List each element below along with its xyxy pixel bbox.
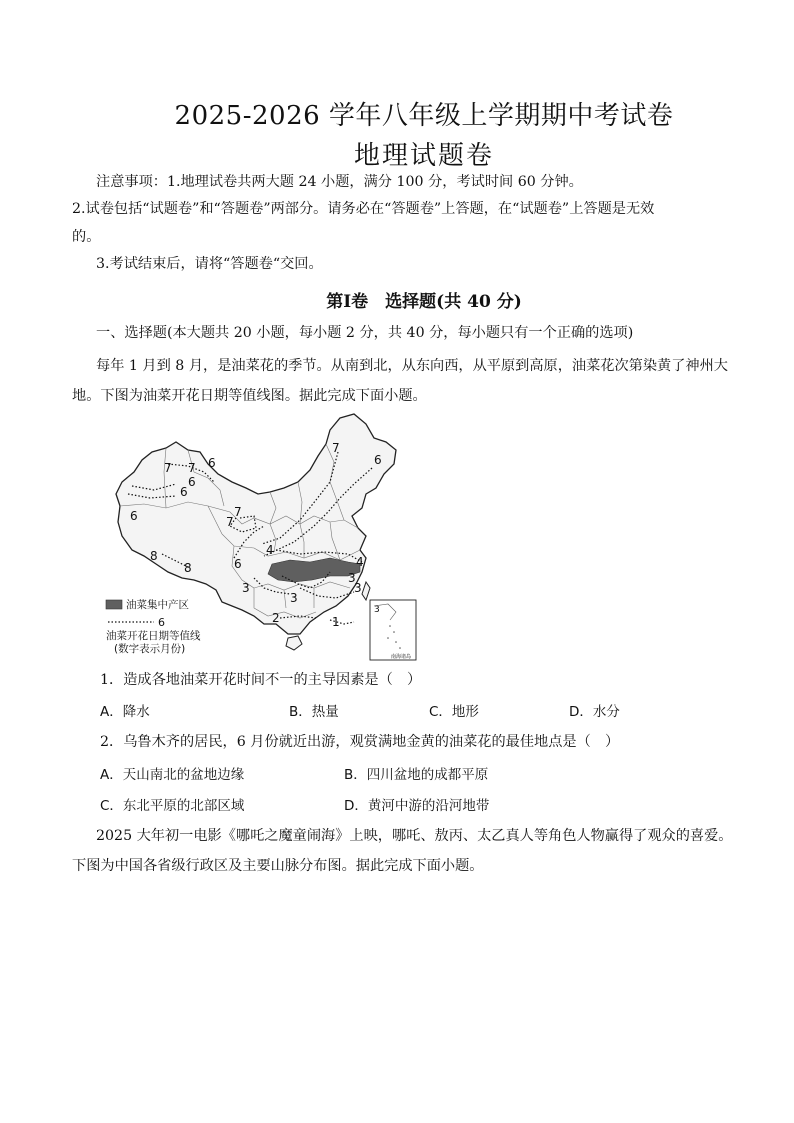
rapeseed-flowering-map xyxy=(104,412,420,664)
note-2: 2.试卷包括“试题卷”和“答题卷”两部分。请务必在“答题卷”上答题，在“试题卷”上答题是无效 xyxy=(72,201,655,217)
isoline-label: 8 xyxy=(150,549,158,563)
question-1-option-d[interactable]: D．水分 xyxy=(569,704,620,720)
taiwan-island xyxy=(362,582,370,600)
question-2-stem: 2．乌鲁木齐的居民，6 月份就近出游，观赏满地金黄的油菜花的最佳地点是（ ） xyxy=(100,734,620,750)
question-1-option-c[interactable]: C．地形 xyxy=(429,704,479,720)
legend-isoline-label: 油菜开花日期等值线 xyxy=(106,630,201,642)
note-3: 3.考试结束后，请将“答题卷“交回。 xyxy=(96,256,323,272)
legend-area-swatch xyxy=(106,600,122,609)
isoline-label: 6 xyxy=(234,557,242,571)
isoline-label: 7 xyxy=(234,505,242,519)
isoline-label: 2 xyxy=(272,611,280,625)
isoline-label: 4 xyxy=(266,543,274,557)
isoline-label: 7 xyxy=(332,441,340,455)
question-2-option-b[interactable]: B．四川盆地的成都平原 xyxy=(344,767,489,783)
map-legend xyxy=(106,598,201,655)
isoline-label: 3 xyxy=(290,591,298,605)
hainan-island xyxy=(286,636,302,650)
isoline-label: 1 xyxy=(332,615,340,629)
inset-label: 南海诸岛 xyxy=(391,654,412,660)
south-china-sea-inset xyxy=(370,600,416,660)
china-isoline-map-svg xyxy=(104,412,420,664)
passage-1-line-2: 地。下图为油菜开花日期等值线图。据此完成下面小题。 xyxy=(72,388,427,404)
legend-note: (数字表示月份) xyxy=(114,643,186,655)
legend-area-label: 油菜集中产区 xyxy=(126,599,189,611)
isoline-label: 7 xyxy=(164,461,172,475)
isoline-label: 3 xyxy=(348,571,356,585)
question-2-option-a[interactable]: A．天山南北的盆地边缘 xyxy=(100,767,245,783)
note-1: 注意事项：1.地理试卷共两大题 24 小题，满分 100 分，考试时间 60 分钟。 xyxy=(96,174,583,190)
isoline-label: 6 xyxy=(180,485,188,499)
legend-isoline-value: 6 xyxy=(158,616,165,629)
passage-2-line-1: 2025 大年初一电影《哪吒之魔童闹海》上映，哪吒、敖丙、太乙真人等角色人物赢得了观众的喜爱。 xyxy=(96,828,733,844)
question-1-stem: 1．造成各地油菜开花时间不一的主导因素是（ ） xyxy=(100,672,422,688)
isoline-label: 6 xyxy=(130,509,138,523)
exam-subtitle: 地理试题卷 xyxy=(353,141,494,171)
isoline-label: 6 xyxy=(208,456,216,470)
note-2-cont: 的。 xyxy=(72,229,101,245)
question-1-option-b[interactable]: B．热量 xyxy=(289,704,339,720)
section-title: 第Ⅰ卷 选择题(共 40 分) xyxy=(326,292,522,312)
isoline-label: 8 xyxy=(184,561,192,575)
inset-isoline-label: 3 xyxy=(374,605,380,615)
isoline-label: 6 xyxy=(188,475,196,489)
passage-1-line-1: 每年 1 月到 8 月，是油菜花的季节。从南到北，从东向西，从平原到高原，油菜花次第染黄了神州大 xyxy=(96,358,728,374)
section-instruction: 一、选择题(本大题共 20 小题，每小题 2 分，共 40 分，每小题只有一个正确的选项) xyxy=(96,325,634,341)
passage-2-line-2: 下图为中国各省级行政区及主要山脉分布图。据此完成下面小题。 xyxy=(72,858,484,874)
isoline-label: 3 xyxy=(242,581,250,595)
question-2-option-c[interactable]: C．东北平原的北部区域 xyxy=(100,798,245,814)
isoline-label: 7 xyxy=(226,515,234,529)
question-1-option-a[interactable]: A．降水 xyxy=(100,704,150,720)
isoline-label: 3 xyxy=(354,581,362,595)
question-2-option-d[interactable]: D．黄河中游的沿河地带 xyxy=(344,798,490,814)
isoline-label: 6 xyxy=(374,453,382,467)
isoline-label: 4 xyxy=(356,555,364,569)
exam-title: 2025-2026 学年八年级上学期期中考试卷 xyxy=(174,101,674,131)
isoline-label: 7 xyxy=(188,461,196,475)
